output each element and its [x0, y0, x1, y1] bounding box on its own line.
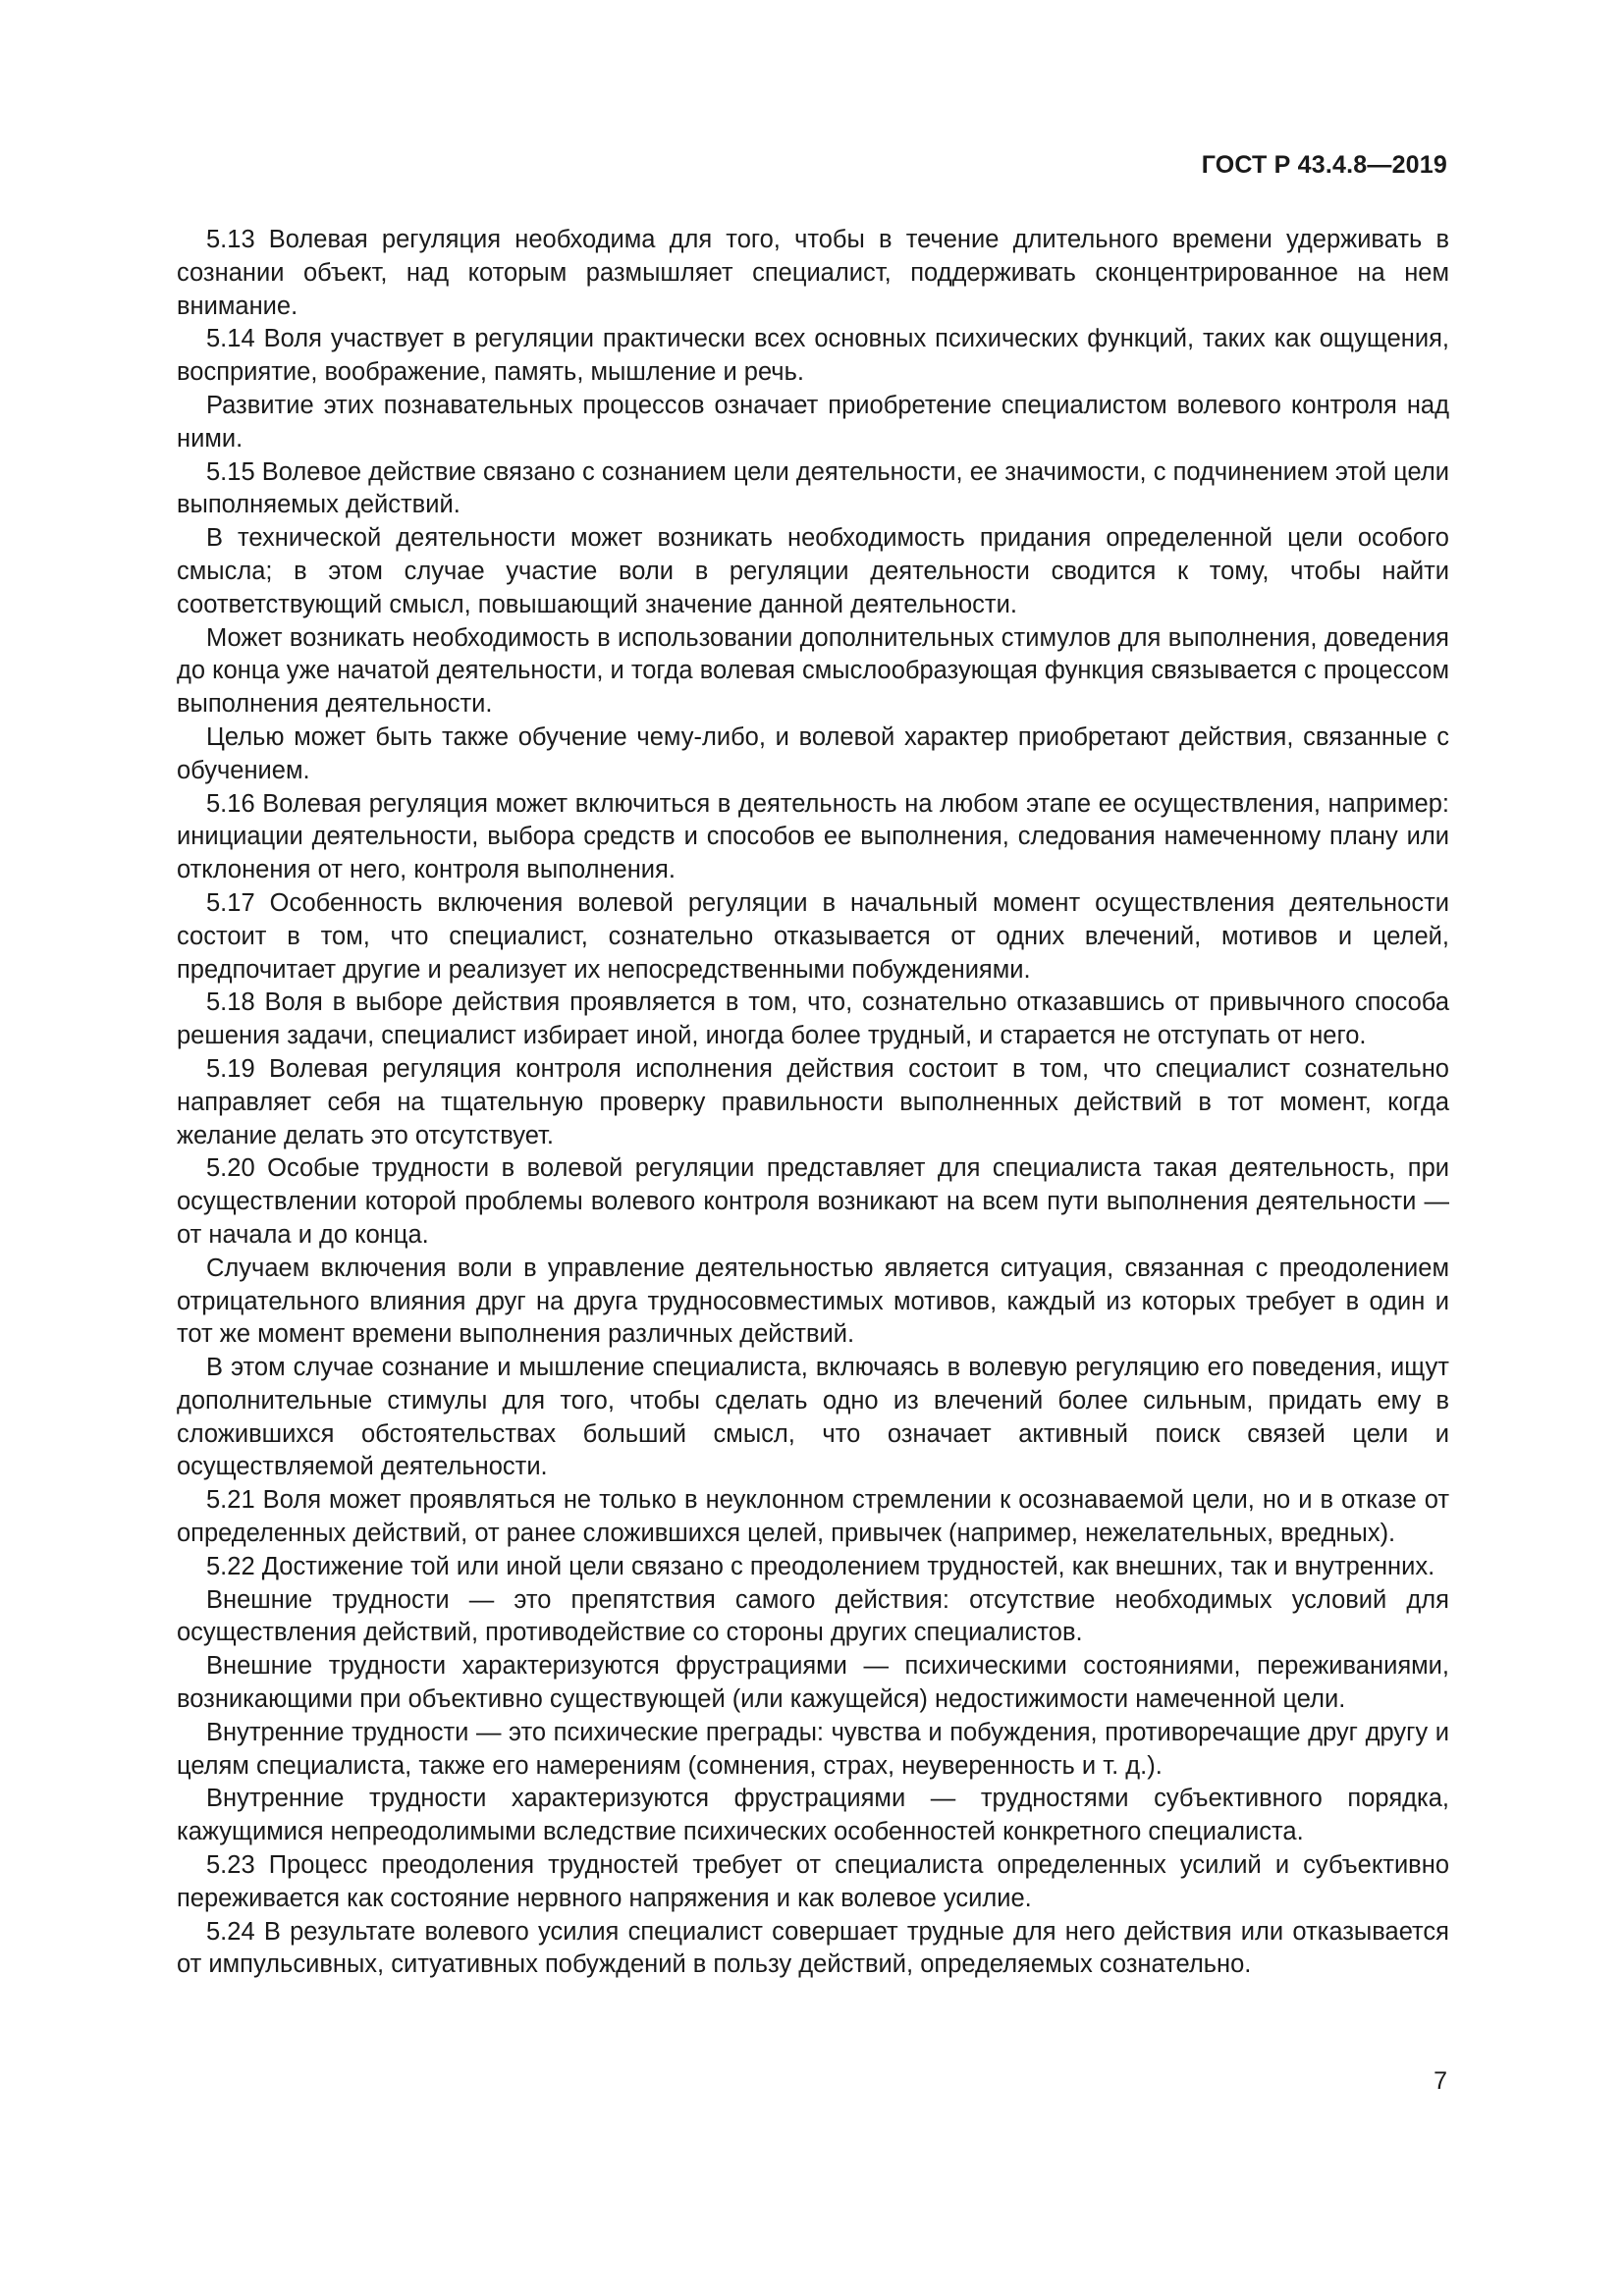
paragraph: Внешние трудности характеризуются фрустрациями — психическими состояниями, переживаниями, возникающими при объективно существующей (или кажущейся) недостижимости намеченной цели. — [177, 1652, 1449, 1714]
paragraph: 5.21 Воля может проявляться не только в неуклонном стремлении к осознаваемой цели, но и в отказе от определенных действий, от ранее сложившихся целей, привычек (например, нежелательных, вредных). — [177, 1486, 1449, 1548]
paragraph: 5.22 Достижение той или иной цели связано с преодолением трудностей, как внешних, так и внутренних. — [206, 1552, 1435, 1580]
paragraph: Внутренние трудности характеризуются фрустрациями — трудностями субъективного порядка, кажущимися непреодолимыми вследствие психических особенностей конкретного специалиста. — [177, 1785, 1449, 1846]
paragraph: Внутренние трудности — это психические преграды: чувства и побуждения, противоречащие друг другу и целям специалиста, также его намерениям (сомнения, страх, неуверенность и т. д.). — [177, 1718, 1449, 1780]
paragraph: Может возникать необходимость в использовании дополнительных стимулов для выполнения, доведения до конца уже начатой деятельности, и тогда волевая смыслообразующая функция связывается с процессом выполнения деятельности. — [177, 623, 1449, 719]
paragraph: Случаем включения воли в управление деятельностью является ситуация, связанная с преодолением отрицательного влияния друг на друга трудносовместимых мотивов, каждый из которых требует в один и тот же момент времени выполнения различных действий. — [177, 1254, 1449, 1349]
paragraph: 5.14 Воля участвует в регуляции практически всех основных психических функций, таких как ощущения, восприятие, воображение, память, мышление и речь. — [177, 325, 1449, 387]
standard-designation: ГОСТ Р 43.4.8—2019 — [1201, 151, 1447, 179]
paragraph: 5.13 Волевая регуляция необходима для того, чтобы в течение длительного времени удерживать в сознании объект, над которым размышляет специалист, поддерживать сконцентрированное на нем внимание. — [177, 226, 1449, 320]
paragraph: 5.18 Воля в выборе действия проявляется в том, что, сознательно отказавшись от привычного способа решения задачи, специалист избирает иной, иногда более трудный, и старается не отступать от него. — [177, 988, 1449, 1050]
paragraph: Целью может быть также обучение чему-либо, и волевой характер приобретают действия, связанные с обучением. — [177, 722, 1449, 784]
paragraph: 5.20 Особые трудности в волевой регуляции представляет для специалиста такая деятельность, при осуществлении которой проблемы волевого контроля возникают на всем пути выполнения деятельности — от начала и до конца. — [177, 1154, 1449, 1249]
paragraph: 5.17 Особенность включения волевой регуляции в начальный момент осуществления деятельности состоит в том, что специалист, сознательно отказывается от одних влечений, мотивов и целей, предпочитает другие и реализует их непосредственными побуждениями. — [177, 888, 1449, 984]
paragraph: 5.23 Процесс преодоления трудностей требует от специалиста определенных усилий и субъективно переживается как состояние нервного напряжения и как волевое усилие. — [177, 1851, 1449, 1912]
paragraph: 5.16 Волевая регуляция может включиться в деятельность на любом этапе ее осуществления, например: инициации деятельности, выбора средств и способов ее выполнения, следования намеченному плану или отклонения от него, контроля выполнения. — [177, 789, 1449, 884]
paragraph: 5.15 Волевое действие связано с сознанием цели деятельности, ее значимости, с подчинением этой цели выполняемых действий. — [177, 457, 1449, 519]
paragraph: В этом случае сознание и мышление специалиста, включаясь в волевую регуляцию его поведения, ищут дополнительные стимулы для того, чтобы сделать одно из влечений более сильным, придать ему в сложившихся обстоятельствах больший смысл, что означает активный поиск связей цели и осуществляемой деятельности. — [177, 1354, 1449, 1481]
paragraph: Внешние трудности — это препятствия самого действия: отсутствие необходимых условий для осуществления действий, противодействие со стороны других специалистов. — [177, 1585, 1449, 1647]
page-number: 7 — [1434, 2067, 1447, 2095]
paragraph: В технической деятельности может возникать необходимость придания определенной цели особого смысла; в этом случае участие воли в регуляции деятельности сводится к тому, чтобы найти соответствующий смысл, повышающий значение данной деятельности. — [177, 524, 1449, 618]
document-body — [177, 224, 1449, 1982]
paragraph: 5.19 Волевая регуляция контроля исполнения действия состоит в том, что специалист сознательно направляет себя на тщательную проверку правильности выполненных действий в тот момент, когда желание делать это отсутствует. — [177, 1054, 1449, 1149]
paragraph: Развитие этих познавательных процессов означает приобретение специалистом волевого контроля над ними. — [177, 391, 1449, 453]
paragraph: 5.24 В результате волевого усилия специалист совершает трудные для него действия или отказывается от импульсивных, ситуативных побуждений в пользу действий, определяемых сознательно. — [177, 1917, 1449, 1979]
